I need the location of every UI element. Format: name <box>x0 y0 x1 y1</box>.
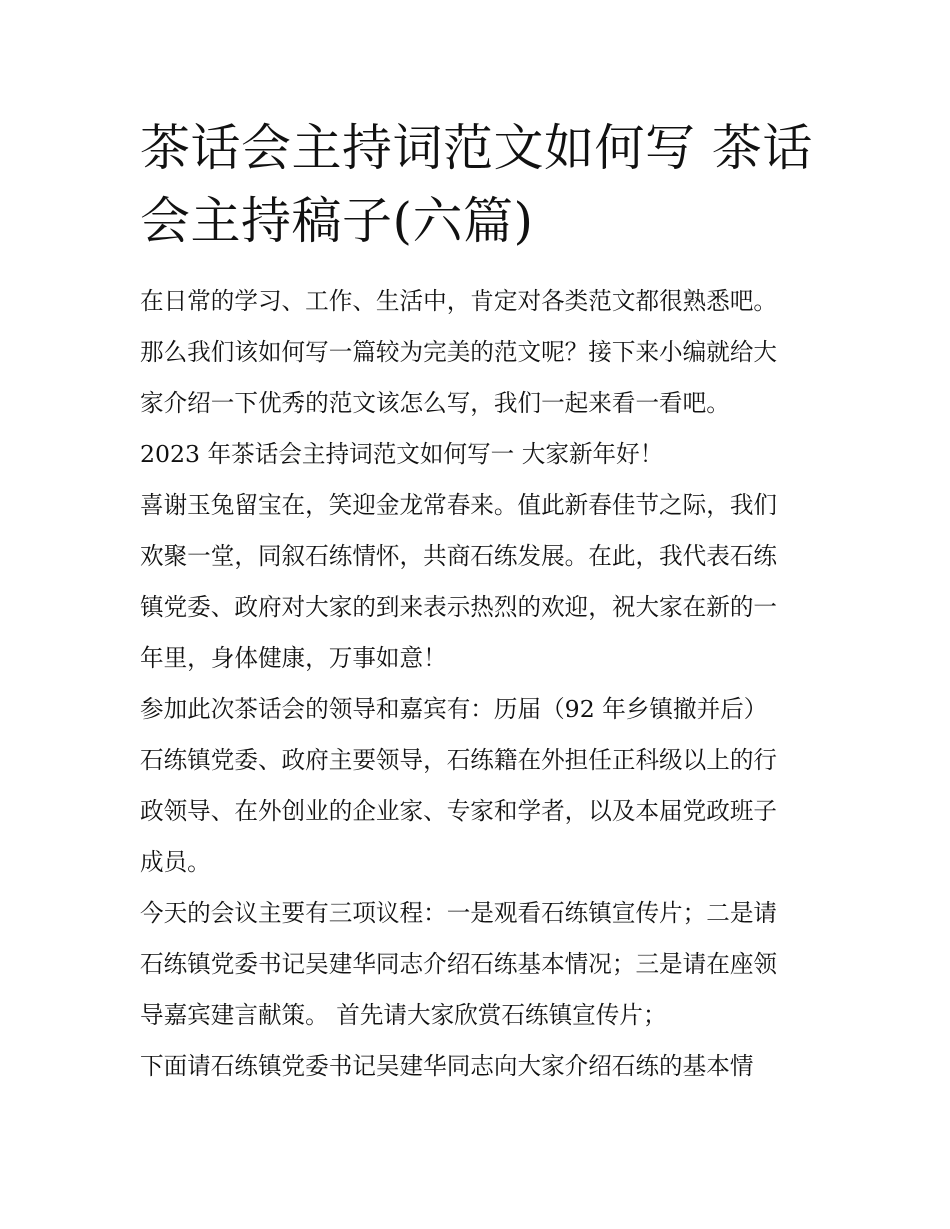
text-line: 今天的会议主要有三项议程：一是观看石练镇宣传片；二是请 <box>140 899 778 927</box>
title-line-2: 会主持稿子(六篇) <box>140 192 534 250</box>
paragraph-next-speaker <box>140 1041 820 1092</box>
document-body <box>140 276 820 1092</box>
text-line: 导嘉宾建言献策。 首先请大家欣赏石练镇宣传片； <box>140 1001 667 1029</box>
document-title <box>140 112 820 258</box>
paragraph-greeting <box>140 480 820 684</box>
text-line: 石练镇党委、政府主要领导，石练籍在外担任正科级以上的行 <box>140 746 778 774</box>
paragraph-attendee-list <box>140 735 820 888</box>
text-line: 在日常的学习、工作、生活中，肯定对各类范文都很熟悉吧。 <box>140 287 778 315</box>
paragraph-section-heading <box>140 429 820 480</box>
text-line: 年里，身体健康，万事如意！ <box>140 644 447 672</box>
text-line: 家介绍一下优秀的范文该怎么写，我们一起来看一看吧。 <box>140 389 730 417</box>
text-line: 石练镇党委书记吴建华同志介绍石练基本情况；三是请在座领 <box>140 950 778 978</box>
text-line: 那么我们该如何写一篇较为完美的范文呢？接下来小编就给大 <box>140 338 778 366</box>
text-line: 参加此次茶话会的领导和嘉宾有：历届（92 年乡镇撤并后） <box>140 695 768 723</box>
text-line: 2023 年茶话会主持词范文如何写一 大家新年好！ <box>140 440 664 468</box>
text-line: 成员。 <box>140 848 211 876</box>
text-line: 政领导、在外创业的企业家、专家和学者，以及本届党政班子 <box>140 797 778 825</box>
text-line: 下面请石练镇党委书记吴建华同志向大家介绍石练的基本情 <box>140 1052 754 1080</box>
paragraph-intro <box>140 276 820 429</box>
paragraph-attendees <box>140 684 820 735</box>
text-line: 镇党委、政府对大家的到来表示热烈的欢迎，祝大家在新的一 <box>140 593 778 621</box>
text-line: 欢聚一堂，同叙石练情怀，共商石练发展。在此，我代表石练 <box>140 542 778 570</box>
text-line: 喜谢玉兔留宝在，笑迎金龙常春来。值此新春佳节之际，我们 <box>140 491 778 519</box>
title-line-1: 茶话会主持词范文如何写 茶话 <box>140 119 813 177</box>
paragraph-agenda <box>140 888 820 1041</box>
